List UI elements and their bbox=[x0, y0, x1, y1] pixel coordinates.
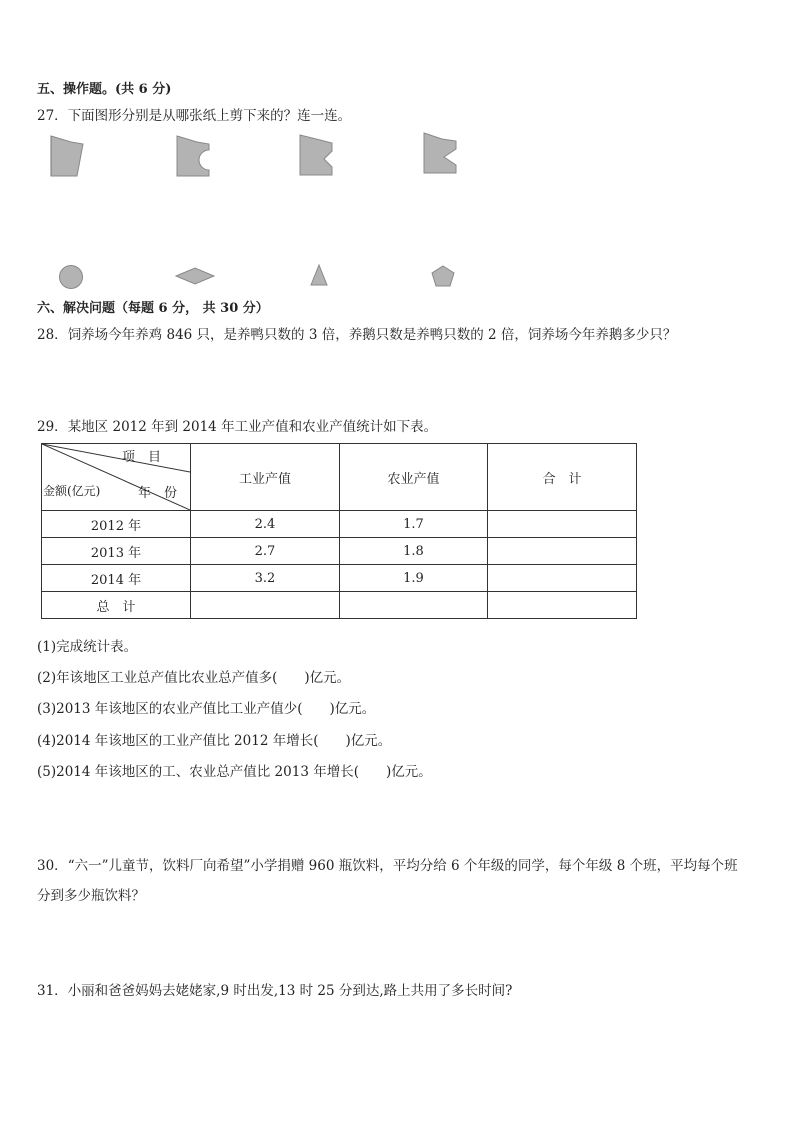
table-header-row bbox=[42, 444, 637, 511]
sub-question-2: (2)年该地区工业总产值比农业总产值多( )亿元。 bbox=[37, 670, 351, 686]
industry-cell: 2.4 bbox=[191, 511, 340, 538]
industry-cell: 2.7 bbox=[191, 538, 340, 565]
statistics-table bbox=[41, 443, 637, 619]
sum-agriculture-cell[interactable] bbox=[340, 592, 488, 619]
question-29 bbox=[37, 415, 437, 435]
sum-total-cell[interactable] bbox=[488, 592, 637, 619]
agriculture-cell: 1.7 bbox=[340, 511, 488, 538]
agriculture-cell: 1.8 bbox=[340, 538, 488, 565]
table-row bbox=[42, 565, 637, 592]
question-text: 下面图形分别是从哪张纸上剪下来的？连一连。 bbox=[67, 108, 352, 124]
agriculture-cell: 1.9 bbox=[340, 565, 488, 592]
rhombus-shape[interactable] bbox=[175, 267, 215, 285]
paper-piece-2[interactable] bbox=[175, 134, 211, 178]
header-agriculture: 农业产值 bbox=[340, 444, 488, 511]
question-text: 饲养场今年养鸡 846 只，是养鸭只数的 3 倍，养鹅只数是养鸭只数的 2 倍，饲养场今年养鹅多少只？ bbox=[67, 327, 677, 343]
year-cell: 2012 年 bbox=[42, 511, 191, 538]
paper-piece-3[interactable] bbox=[298, 133, 334, 177]
paper-piece-4[interactable] bbox=[422, 131, 458, 175]
question-text: 某地区 2012 年到 2014 年工业产值和农业产值统计如下表。 bbox=[67, 419, 438, 435]
question-28 bbox=[37, 323, 676, 343]
question-30 bbox=[37, 854, 738, 874]
header-total: 合 计 bbox=[488, 444, 637, 511]
question-number: 27． bbox=[37, 108, 68, 124]
question-number: 30． bbox=[37, 858, 68, 874]
header-industry: 工业产值 bbox=[191, 444, 340, 511]
sum-label-cell: 总 计 bbox=[42, 592, 191, 619]
table-row bbox=[42, 538, 637, 565]
table-corner-cell bbox=[42, 444, 191, 511]
total-cell[interactable] bbox=[488, 538, 637, 565]
question-text: 小丽和爸爸妈妈去姥姥家,9 时出发,13 时 25 分到达,路上共用了多长时间? bbox=[67, 983, 513, 999]
table-sum-row bbox=[42, 592, 637, 619]
sub-question-1: (1)完成统计表。 bbox=[37, 639, 138, 655]
corner-label-item: 项 目 bbox=[122, 450, 162, 465]
question-number: 31． bbox=[37, 983, 68, 999]
question-31 bbox=[37, 979, 512, 999]
question-number: 28． bbox=[37, 327, 68, 343]
corner-label-year: 年 份 bbox=[138, 486, 178, 501]
question-text-line-1: “六一”儿童节，饮料厂向希望”小学捐赠 960 瓶饮料，平均分给 6 个年级的同学，每个年级 8 个班，平均每个班 bbox=[67, 858, 738, 874]
year-cell: 2014 年 bbox=[42, 565, 191, 592]
total-cell[interactable] bbox=[488, 511, 637, 538]
triangle-shape[interactable] bbox=[310, 264, 328, 286]
sub-question-5: (5)2014 年该地区的工、农业总产值比 2013 年增长( )亿元。 bbox=[37, 764, 432, 780]
question-number: 29． bbox=[37, 419, 68, 435]
sub-question-3: (3)2013 年该地区的农业产值比工业产值少( )亿元。 bbox=[37, 701, 376, 717]
paper-piece-1[interactable] bbox=[49, 134, 85, 178]
question-30-line-2: 分到多少瓶饮料？ bbox=[37, 888, 145, 904]
total-cell[interactable] bbox=[488, 565, 637, 592]
year-cell: 2013 年 bbox=[42, 538, 191, 565]
pentagon-shape[interactable] bbox=[431, 265, 455, 287]
sum-industry-cell[interactable] bbox=[191, 592, 340, 619]
corner-label-amount: 金额(亿元) bbox=[43, 484, 101, 498]
circle-shape[interactable] bbox=[58, 264, 84, 290]
sub-question-4: (4)2014 年该地区的工业产值比 2012 年增长( )亿元。 bbox=[37, 733, 392, 749]
industry-cell: 3.2 bbox=[191, 565, 340, 592]
section-6-title: 六、解决问题（每题 6 分， 共 30 分） bbox=[37, 301, 269, 316]
table-row bbox=[42, 511, 637, 538]
question-27 bbox=[37, 104, 351, 124]
section-5-title: 五、操作题。(共 6 分) bbox=[37, 82, 172, 97]
